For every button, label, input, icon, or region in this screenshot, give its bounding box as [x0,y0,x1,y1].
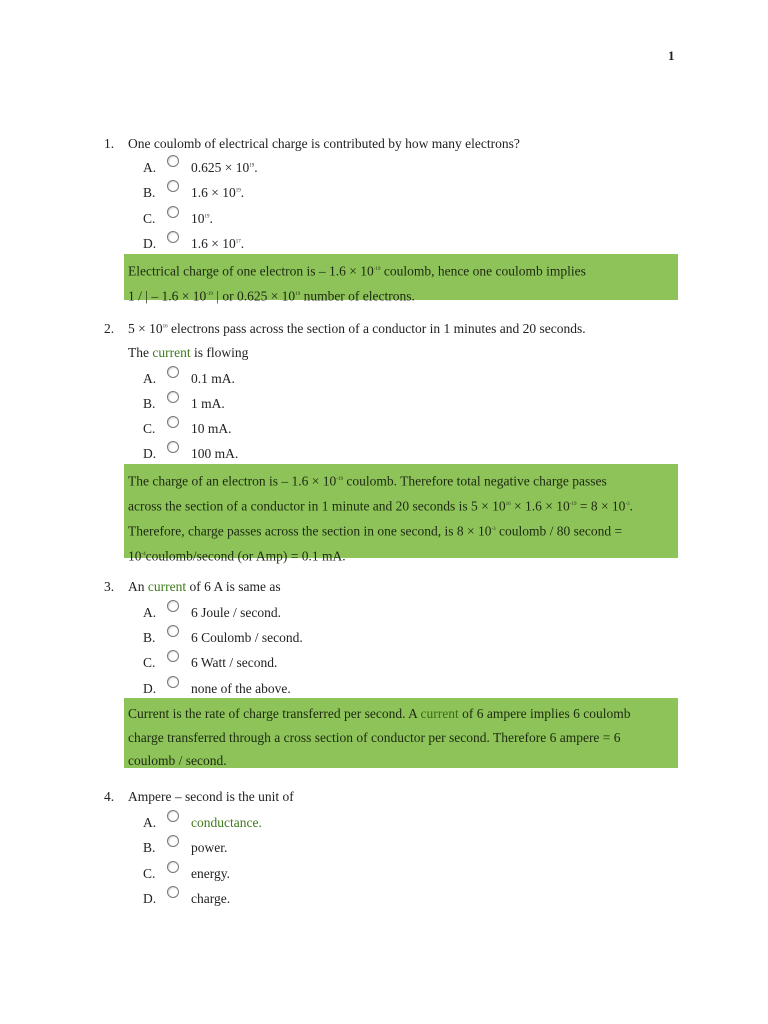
answer-explanation: The charge of an electron is – $1.6 \times 10^{-19}$ coulomb. Therefore total negative charge passes across the section of a conductor in 1 minute and 20 seconds is $5 \times 10^{16} \times 1.6 \times 10^{-19} = 8 \times 10^{-3}$. Therefore, charge passes across the section in one second, is $8 \times 10^{-3}$ coulomb / 80 second = $10^{-4}coulomb$/second (or Amp) = 0.1 mA. [124,464,678,558]
option-text: 100 mA. [191,446,239,461]
option-letter: C. [143,211,156,226]
option-text: 10 mA. [191,421,232,436]
option-letter: D. [143,446,157,461]
radio-button[interactable] [167,650,179,662]
radio-button[interactable] [167,180,179,192]
option-text: $10^{19}$. [191,211,213,226]
option-letter: C. [143,655,156,670]
option-letter: B. [143,630,156,645]
option-text: $1.6 \times 10^{17}$. [191,236,245,251]
current-link[interactable]: current [152,345,191,360]
radio-button[interactable] [167,886,179,898]
current-link[interactable]: current [147,579,187,594]
option-text: power. [191,840,228,855]
option-text: 6 Joule / second. [191,605,281,620]
option-text: 0.1 mA. [191,371,235,386]
option-text: $0.625 \times 10^{19}$. [191,160,258,175]
radio-button[interactable] [167,206,179,218]
option-text: charge. [191,891,231,906]
radio-button[interactable] [167,810,179,822]
option-letter: A. [143,815,157,830]
option-text: none of the above. [191,681,291,696]
option-text: 6 Coulomb / second. [191,630,303,645]
page-number: 1 [668,48,675,63]
question-text: One coulomb of electrical charge is contributed by how many electrons? [128,136,520,151]
radio-button[interactable] [167,366,179,378]
answer-explanation: Current is the rate of charge transferred per second. A current of 6 ampere implies 6 coulomb charge transferred through a cross section of conductor per second. Therefore 6 ampere = 6 coulomb / second. [124,698,678,768]
question-text: An current of 6 A is same as [128,579,281,594]
option-letter: A. [143,371,157,386]
radio-button[interactable] [167,155,179,167]
radio-button[interactable] [167,676,179,688]
option-letter: C. [143,421,156,436]
option-letter: D. [143,891,157,906]
question-number: 4. [104,789,115,804]
option-text: energy. [191,866,230,881]
radio-button[interactable] [167,416,179,428]
option-text: conductance. [191,815,262,830]
question-number: 2. [104,321,115,336]
option-letter: C. [143,866,156,881]
question-text-line2: The current is flowing [128,345,249,360]
radio-button[interactable] [167,441,179,453]
question-text: Ampere – second is the unit of [128,789,294,804]
option-text: 6 Watt / second. [191,655,278,670]
radio-button[interactable] [167,861,179,873]
option-text: $1.6 \times 10^{19}$. [191,185,245,200]
option-letter: B. [143,185,156,200]
option-text: 1 mA. [191,396,225,411]
question-number: 3. [104,579,115,594]
radio-button[interactable] [167,391,179,403]
radio-button[interactable] [167,625,179,637]
radio-button[interactable] [167,231,179,243]
radio-button[interactable] [167,835,179,847]
answer-explanation: Electrical charge of one electron is – $1.6 \times 10^{-19}$ coulomb, hence one coulomb implies 1 / | – $1.6 \times 10^{-19}$ | or $0.625 \times 10^{19}$ number of electrons. [124,254,678,300]
option-letter: B. [143,840,156,855]
option-letter: B. [143,396,156,411]
option-letter: D. [143,236,157,251]
question-text: $5 \times 10^{16}$ electrons pass across the section of a conductor in 1 minutes and 20 seconds. [128,321,586,336]
question-number: 1. [104,136,115,151]
option-letter: A. [143,160,157,175]
current-link[interactable]: current [420,706,459,721]
option-letter: A. [143,605,157,620]
radio-button[interactable] [167,600,179,612]
option-letter: D. [143,681,157,696]
